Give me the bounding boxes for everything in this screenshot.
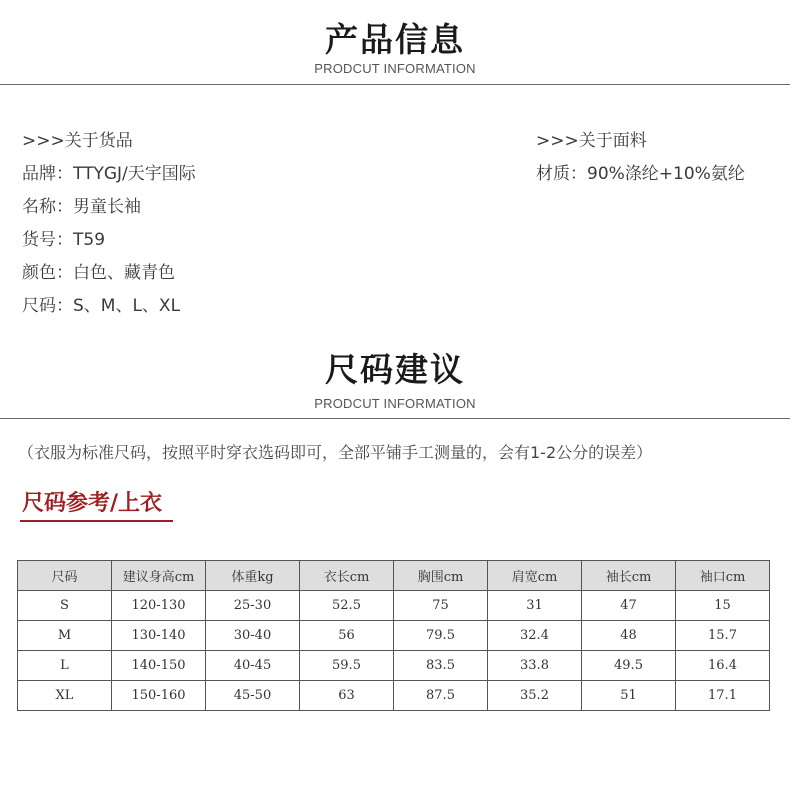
table-row	[18, 591, 770, 621]
header-cell: 体重kg	[206, 561, 300, 591]
table-cell: 48	[582, 621, 676, 651]
goods-info	[22, 128, 196, 326]
table-cell: 87.5	[394, 681, 488, 711]
fabric-heading: >>>关于面料	[536, 131, 647, 151]
material-line: 材质：90%涤纶+10%氨纶	[536, 164, 745, 184]
table-cell: 17.1	[676, 681, 770, 711]
size-line: 尺码：S、M、L、XL	[22, 296, 181, 316]
table-cell: 120-130	[112, 591, 206, 621]
table-cell: 59.5	[300, 651, 394, 681]
table-cell: 40-45	[206, 651, 300, 681]
table-cell: 79.5	[394, 621, 488, 651]
measurement-note: （衣服为标准尺码，按照平时穿衣选码即可，全部平铺手工测量的，会有1-2公分的误差）	[18, 443, 653, 462]
table-row	[18, 621, 770, 651]
size-reference-heading: 尺码参考/上衣	[22, 491, 163, 516]
table-cell: 35.2	[488, 681, 582, 711]
table-cell: 52.5	[300, 591, 394, 621]
table-cell: 15.7	[676, 621, 770, 651]
header-cell: 衣长cm	[300, 561, 394, 591]
table-cell: 15	[676, 591, 770, 621]
goods-heading: >>>关于货品	[22, 131, 133, 151]
table-cell: 51	[582, 681, 676, 711]
table-cell: L	[18, 651, 112, 681]
table-cell: 45-50	[206, 681, 300, 711]
table-cell: 33.8	[488, 651, 582, 681]
header-cell: 袖口cm	[676, 561, 770, 591]
table-cell: 16.4	[676, 651, 770, 681]
divider	[0, 84, 790, 85]
header-cell: 袖长cm	[582, 561, 676, 591]
header-cell: 尺码	[18, 561, 112, 591]
table-cell: 140-150	[112, 651, 206, 681]
table-row	[18, 651, 770, 681]
item-no-line: 货号：T59	[22, 230, 106, 250]
divider	[0, 418, 790, 419]
table-cell: M	[18, 621, 112, 651]
table-cell: 150-160	[112, 681, 206, 711]
table-cell: 83.5	[394, 651, 488, 681]
table-cell: 31	[488, 591, 582, 621]
table-cell: 75	[394, 591, 488, 621]
size-table	[17, 560, 770, 711]
table-cell: 30-40	[206, 621, 300, 651]
size-advice-subtitle: PRODCUT INFORMATION	[314, 396, 476, 411]
header-cell: 胸围cm	[394, 561, 488, 591]
heading-underline	[20, 520, 173, 522]
table-cell: 47	[582, 591, 676, 621]
table-cell: 25-30	[206, 591, 300, 621]
name-line: 名称：男童长袖	[22, 197, 141, 217]
size-advice-title: 尺码建议	[325, 350, 465, 389]
fabric-info	[536, 128, 745, 194]
table-cell: S	[18, 591, 112, 621]
header-cell: 肩宽cm	[488, 561, 582, 591]
table-cell: 32.4	[488, 621, 582, 651]
table-cell: XL	[18, 681, 112, 711]
product-info-title: 产品信息	[325, 20, 465, 59]
color-line: 颜色：白色、藏青色	[22, 263, 175, 283]
header-cell: 建议身高cm	[112, 561, 206, 591]
table-cell: 130-140	[112, 621, 206, 651]
product-info-subtitle: PRODCUT INFORMATION	[314, 61, 476, 76]
table-header-row	[18, 561, 770, 591]
table-cell: 49.5	[582, 651, 676, 681]
brand-line: 品牌：TTYGJ/天宇国际	[22, 164, 196, 184]
table-cell: 56	[300, 621, 394, 651]
table-row	[18, 681, 770, 711]
table-cell: 63	[300, 681, 394, 711]
